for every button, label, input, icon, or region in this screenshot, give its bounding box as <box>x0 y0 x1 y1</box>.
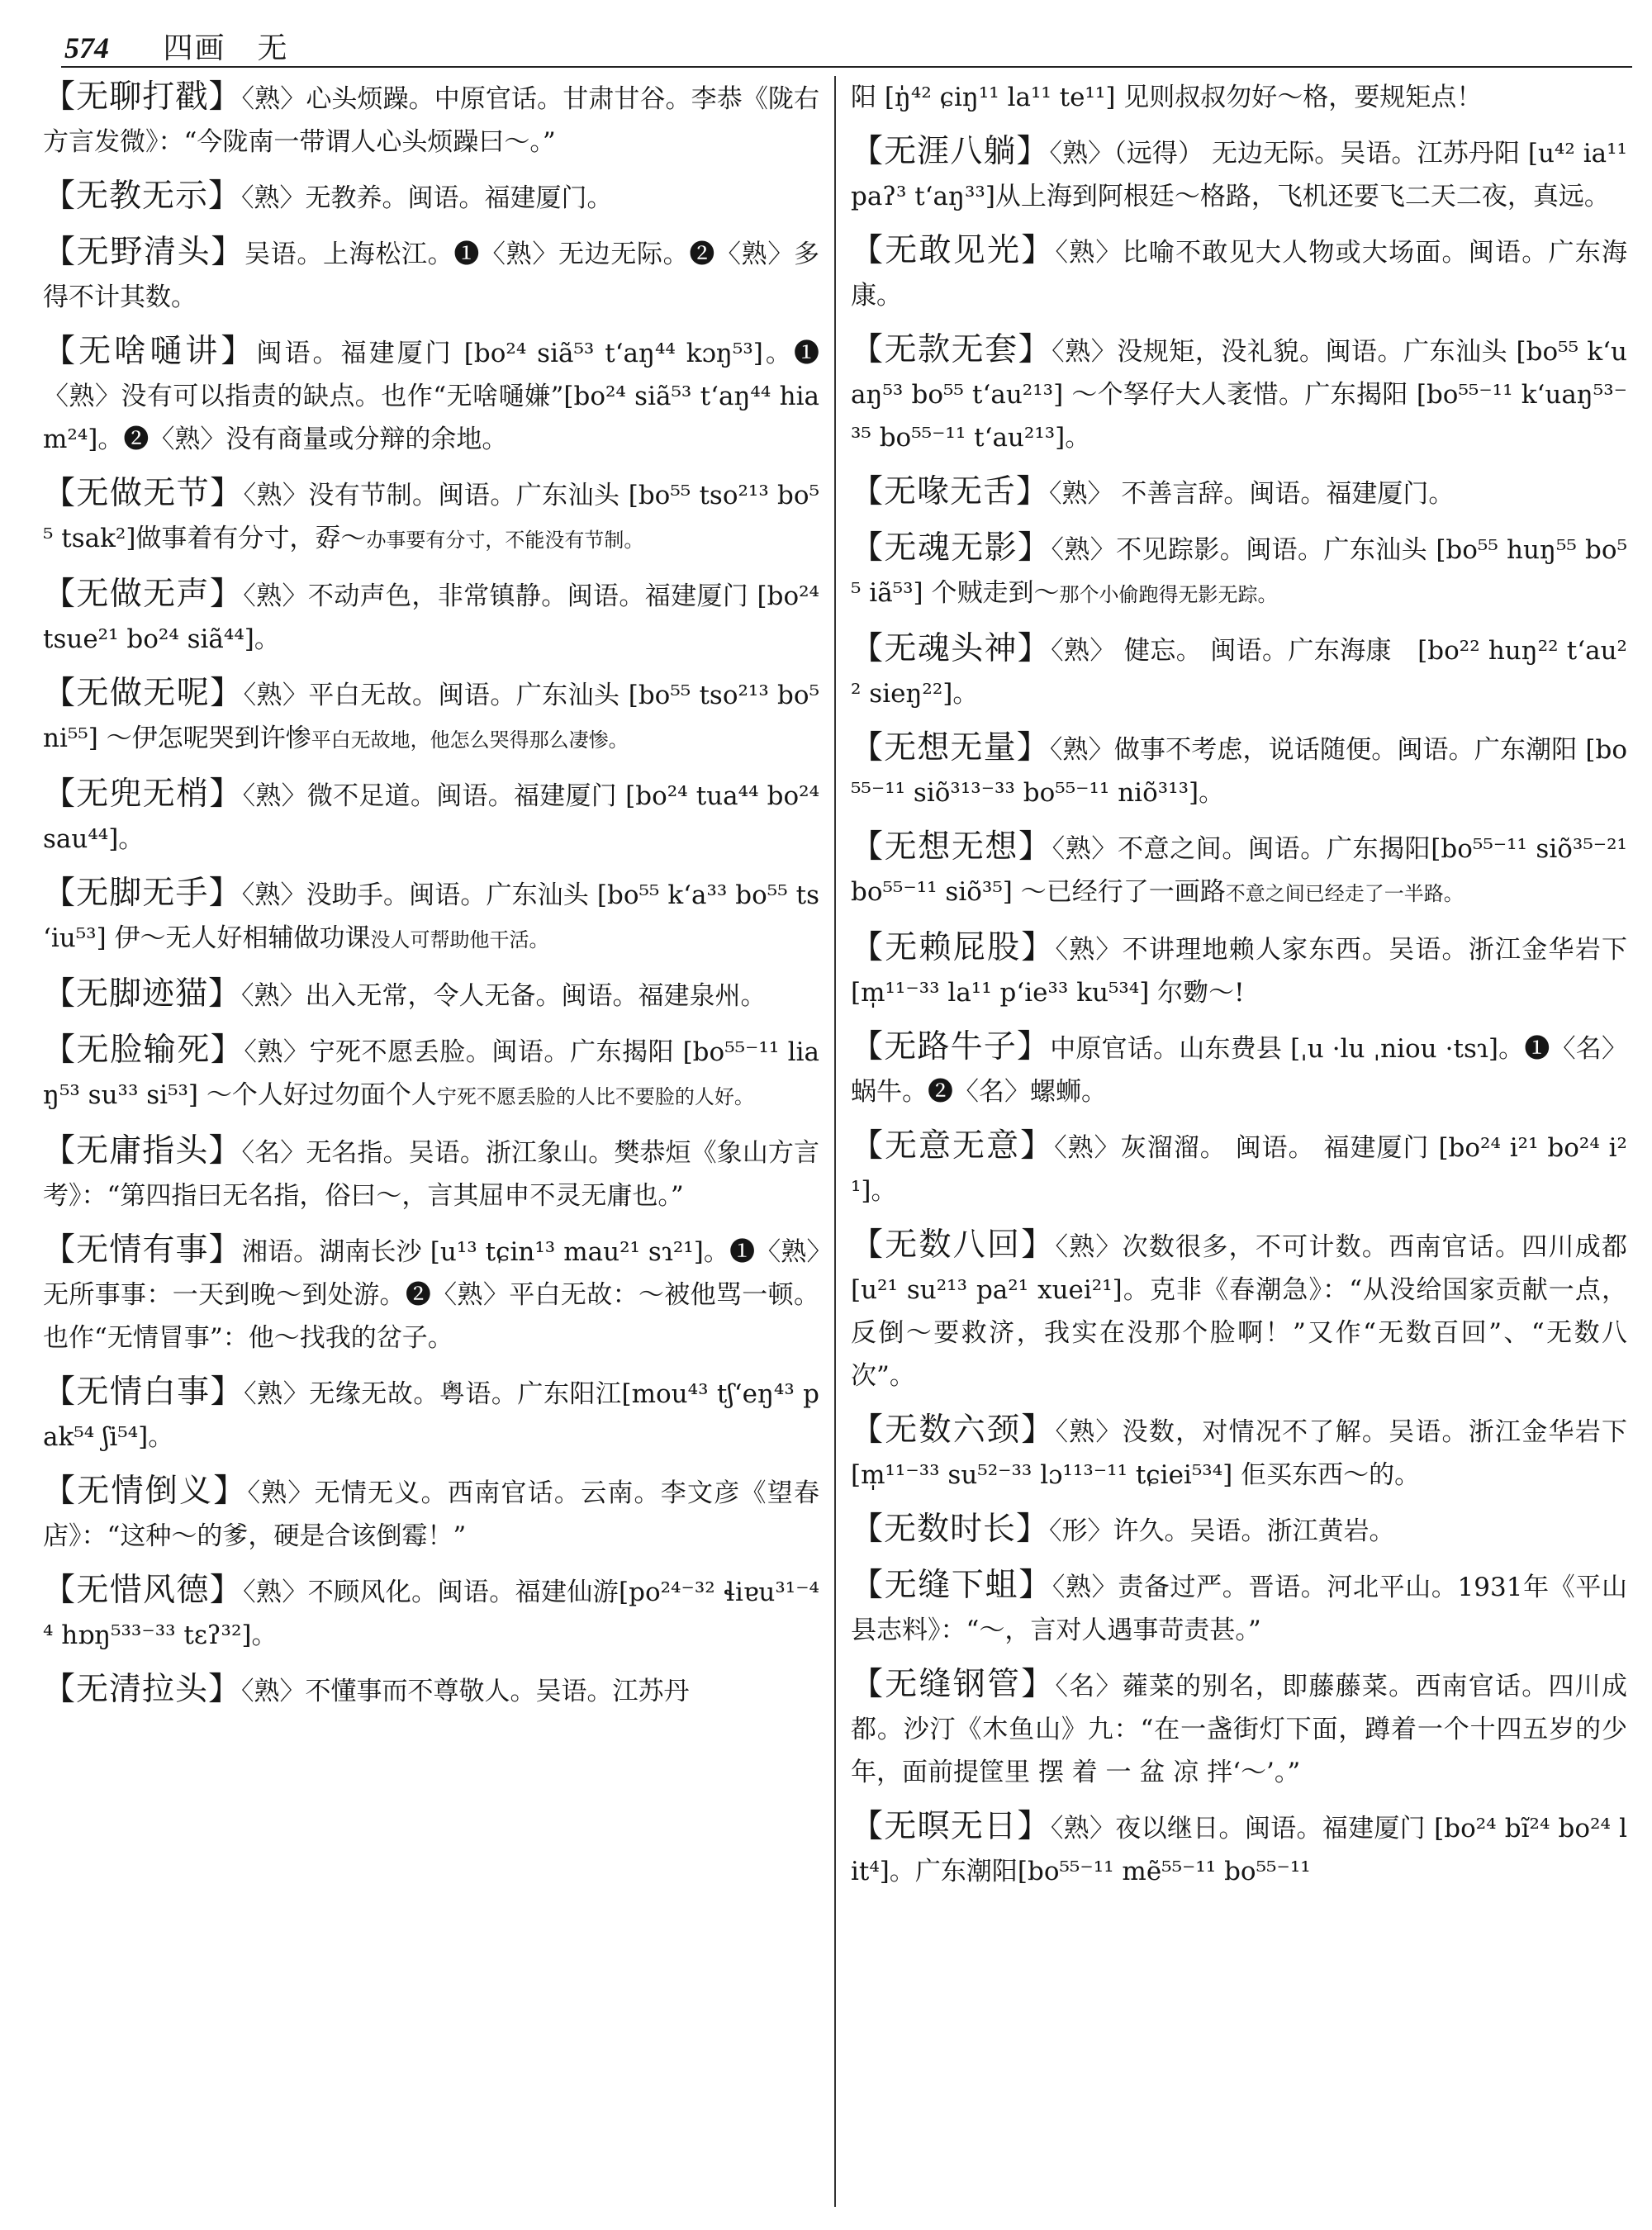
entry-gloss: 〈熟〉没规矩，没礼貌。闽语。广东汕头 [bo⁵⁵ kʻuaŋ⁵³ bo⁵⁵ tʻau²¹³] ～个孥仔大人袤惜。广东揭阳 [bo⁵⁵⁻¹¹ kʻuaŋ⁵³⁻³⁵ bo⁵⁵⁻¹¹ tʻau²¹³]。 <box>851 337 1627 453</box>
left-column <box>43 76 819 1725</box>
entry-headword: 【无庸指头】 <box>43 1132 242 1170</box>
entry-headword: 【无路牛子】 <box>851 1028 1051 1065</box>
entry-gloss: 〈熟〉 不善言辞。闽语。福建厦门。 <box>1049 479 1455 509</box>
entry-gloss: 〈熟〉没助手。闽语。广东汕头 [bo⁵⁵ kʻa³³ bo⁵⁵ tsʻiu⁵³] 伊～无人好相辅做功课 <box>43 880 819 953</box>
entry-gloss: 〈熟〉不懂事而不尊敬人。吴语。江苏丹 <box>241 1677 690 1706</box>
dictionary-entry <box>851 927 1627 1014</box>
entry-headword: 【无脸输死】 <box>43 1032 244 1069</box>
entry-headword: 【无清拉头】 <box>43 1671 242 1708</box>
entry-example-translation: 不意之间已经走了一半路。 <box>1225 882 1464 905</box>
entry-headword: 【无魂无影】 <box>851 529 1051 567</box>
right-column <box>851 76 1627 1905</box>
dictionary-entry <box>43 1130 819 1217</box>
dictionary-entry <box>851 230 1627 317</box>
dictionary-entry <box>851 628 1627 715</box>
dictionary-entry <box>851 329 1627 459</box>
entry-gloss: 〈名〉无名指。吴语。浙江象山。樊恭烜《象山方言考》：“第四指曰无名指，俗曰～，言其屈申不灵无庸也。” <box>43 1138 819 1211</box>
entry-example-translation: 办事要有分寸，不能没有节制。 <box>366 529 644 552</box>
dictionary-entry <box>851 826 1627 915</box>
dictionary-entry <box>851 527 1627 616</box>
entry-gloss: 〈熟〉（远得） 无边无际。吴语。江苏丹阳 [u⁴² ia¹¹ paʔ³ tʻaŋ³³]从上海到阿根廷～格路，飞机还要飞二天二夜，真远。 <box>851 139 1627 211</box>
entry-headword: 【无做无呢】 <box>43 675 244 712</box>
entry-gloss: 吴语。上海松江。❶〈熟〉无边无际。❷〈熟〉多得不计其数。 <box>43 240 819 312</box>
entry-headword: 【无情倒义】 <box>43 1473 248 1510</box>
entry-gloss: 〈熟〉不动声色，非常镇静。闽语。福建厦门 [bo²⁴ tsue²¹ bo²⁴ siã⁴⁴]。 <box>43 581 819 654</box>
entry-headword: 【无脚无手】 <box>43 875 242 912</box>
entry-gloss: 〈熟〉不意之间。闽语。广东揭阳[bo⁵⁵⁻¹¹ siõ³⁵⁻²¹ bo⁵⁵⁻¹¹ siõ³⁵] ～已经行了一画路 <box>851 834 1627 907</box>
entry-gloss: 〈熟〉无情无义。西南官话。云南。李文彦《望春店》：“这种～的爹，硬是合该倒霉！” <box>43 1478 819 1551</box>
entry-gloss: 〈熟〉不讲理地赖人家东西。吴语。浙江金华岩下 [m̩¹¹⁻³³ la¹¹ pʻie³³ ku⁵³⁴] 尔覅～! <box>851 935 1627 1008</box>
dictionary-entry <box>43 76 819 164</box>
entry-gloss: 〈熟〉无教养。闽语。福建厦门。 <box>241 183 613 213</box>
entry-gloss: 〈形〉许久。吴语。浙江黄岩。 <box>1049 1516 1395 1546</box>
entry-headword: 【无赖屁股】 <box>851 929 1056 966</box>
dictionary-entry <box>43 872 819 961</box>
dictionary-entry <box>851 1805 1627 1893</box>
entry-headword: 【无情白事】 <box>43 1374 244 1411</box>
dictionary-entry <box>851 1663 1627 1794</box>
entry-gloss: 〈名〉蕹菜的别名，即藤藤菜。西南官话。四川成都。沙汀《木鱼山》九：“在一盏街灯下面，蹲着一个十四五岁的少年，面前提筐里 摆 着 一 盆 凉 拌‘～’。” <box>851 1672 1627 1787</box>
entry-headword: 【无做无声】 <box>43 576 244 613</box>
entry-headword: 【无喙无舌】 <box>851 473 1050 510</box>
entry-gloss: 〈熟〉不顾风化。闽语。福建仙游[po²⁴⁻³² ɬiɐu³¹⁻⁴⁴ hɒŋ⁵³³⁻³³ tɛʔ³²]。 <box>43 1578 819 1650</box>
page-number: 574 <box>64 31 109 64</box>
entry-gloss: 〈熟〉比喻不敢见大人物或大场面。闽语。广东海康。 <box>851 238 1627 311</box>
entry-gloss: 闽语。福建厦门 [bo²⁴ siã⁵³ tʻaŋ⁴⁴ kɔŋ⁵³]。❶〈熟〉没有可以指责的缺点。也作“无啥嗵嫌”[bo²⁴ siã⁵³ tʻaŋ⁴⁴ hiam²⁴]。❷〈熟〉没有商量或分辩的余地。 <box>43 339 819 454</box>
dictionary-entry <box>43 1229 819 1359</box>
entry-headword: 【无数六颈】 <box>851 1412 1056 1449</box>
entry-example-translation: 平白无故地，他怎么哭得那么凄惨。 <box>311 728 629 752</box>
entry-gloss: 〈熟〉不见踪影。闽语。广东汕头 [bo⁵⁵ huŋ⁵⁵ bo⁵⁵ iã⁵³] 个贼走到～ <box>851 535 1627 608</box>
dictionary-entry <box>43 175 819 220</box>
entry-headword: 【无款无套】 <box>851 331 1052 368</box>
dictionary-entry <box>851 1508 1627 1553</box>
entry-headword: 【无教无示】 <box>43 178 242 215</box>
entry-gloss: 阳 [ŋ̍⁴² ɕiŋ¹¹ la¹¹ te¹¹] 见则叔叔勿好～格，要规矩点！ <box>851 83 1483 112</box>
entry-example-translation: 宁死不愿丢脸的人比不要脸的人好。 <box>436 1085 754 1108</box>
section-title: 四画 无 <box>163 31 289 65</box>
entry-gloss: 〈熟〉夜以继日。闽语。福建厦门 [bo²⁴ bĩ²⁴ bo²⁴ lit⁴]。广东潮阳[bo⁵⁵⁻¹¹ mẽ⁵⁵⁻¹¹ bo⁵⁵⁻¹¹ <box>851 1814 1627 1886</box>
dictionary-entry <box>43 1371 819 1459</box>
entry-headword: 【无想无量】 <box>851 729 1050 766</box>
entry-gloss: 〈熟〉责备过严。晋语。河北平山。1931年《平山县志料》：“～，言对人遇事苛责甚。” <box>851 1573 1627 1645</box>
dictionary-entry <box>851 1564 1627 1652</box>
entry-example-translation: 那个小偷跑得无影无踪。 <box>1059 583 1278 606</box>
entry-gloss: 〈熟〉做事不考虑，说话随便。闽语。广东潮阳 [bo⁵⁵⁻¹¹ siõ³¹³⁻³³ bo⁵⁵⁻¹¹ niõ³¹³]。 <box>851 735 1627 808</box>
dictionary-entry <box>43 672 819 762</box>
entry-gloss: 〈熟〉宁死不愿丢脸。闽语。广东揭阳 [bo⁵⁵⁻¹¹ liaŋ⁵³ su³³ si⁵³] ～个人好过勿面个人 <box>43 1037 819 1110</box>
entry-gloss: 〈熟〉没数，对情况不了解。吴语。浙江金华岩下 [m̩¹¹⁻³³ su⁵²⁻³³ lɔ¹¹³⁻¹¹ tɕiei⁵³⁴] 佢买东西～的。 <box>851 1417 1627 1490</box>
entry-headword: 【无情有事】 <box>43 1231 242 1269</box>
entry-example-translation: 没人可帮助他干活。 <box>370 928 549 951</box>
dictionary-entry <box>43 773 819 861</box>
dictionary-entry <box>851 76 1627 119</box>
entry-headword: 【无做无节】 <box>43 475 244 512</box>
dictionary-entry <box>43 231 819 319</box>
dictionary-entry <box>43 1470 819 1558</box>
dictionary-entry <box>43 573 819 661</box>
entry-headword: 【无啥嗵讲】 <box>43 333 257 370</box>
entry-gloss: 〈熟〉 健忘。 闽语。广东海康 [bo²² huŋ²² tʻau²² sieŋ²²]。 <box>851 636 1627 709</box>
entry-headword: 【无缝下蛆】 <box>851 1567 1052 1604</box>
entry-headword: 【无暝无日】 <box>851 1808 1051 1845</box>
entry-gloss: 〈熟〉微不足道。闽语。福建厦门 [bo²⁴ tua⁴⁴ bo²⁴ sau⁴⁴]。 <box>43 781 819 854</box>
entry-headword: 【无兜无梢】 <box>43 776 243 813</box>
entry-gloss: 中原官话。山东费县 [ˌu ·lu ˌniou ·tsɿ]。❶〈名〉蜗牛。❷〈名〉螺蛳。 <box>851 1034 1627 1107</box>
dictionary-entry <box>851 727 1627 814</box>
entry-gloss: 〈熟〉没有节制。闽语。广东汕头 [bo⁵⁵ tso²¹³ bo⁵⁵ tsak²]做事着有分寸，孬～ <box>43 481 819 553</box>
entry-gloss: 〈熟〉心头烦躁。中原官话。甘肃甘谷。李恭《陇右方言发微》：“今陇南一带谓人心头烦躁曰～。” <box>43 84 819 157</box>
entry-headword: 【无涯八躺】 <box>851 133 1050 170</box>
entry-headword: 【无野清头】 <box>43 234 244 271</box>
entry-headword: 【无惜风德】 <box>43 1572 244 1609</box>
dictionary-entry <box>851 1409 1627 1497</box>
column-divider <box>834 76 836 2207</box>
entry-gloss: 〈熟〉无缘无故。粤语。广东阳江[mou⁴³ tʃʻeŋ⁴³ pak⁵⁴ ʃi⁵⁴]。 <box>43 1379 819 1452</box>
entry-headword: 【无敢见光】 <box>851 232 1056 269</box>
entry-headword: 【无意无意】 <box>851 1127 1055 1165</box>
dictionary-entry <box>43 1668 819 1713</box>
dictionary-entry <box>851 130 1627 218</box>
page-header <box>64 25 1634 64</box>
entry-headword: 【无聊打戳】 <box>43 78 242 116</box>
dictionary-entry <box>43 1029 819 1118</box>
dictionary-entry <box>43 330 819 461</box>
entry-gloss: 〈熟〉平白无故。闽语。广东汕头 [bo⁵⁵ tso²¹³ bo⁵ ni⁵⁵] ～伊怎呢哭到许惨 <box>43 681 819 753</box>
entry-gloss: 〈熟〉次数很多，不可计数。西南官话。四川成都 [u²¹ su²¹³ pa²¹ xuei²¹]。克非《春潮急》：“从没给国家贡献一点，反倒～要救济，我实在没那个脸啊！”又作“无数百回”、“无数八次”。 <box>851 1232 1627 1391</box>
entry-gloss: 〈熟〉灰溜溜。 闽语。 福建厦门 [bo²⁴ i²¹ bo²⁴ i²¹]。 <box>851 1133 1627 1206</box>
header-rule <box>61 66 1632 68</box>
entry-headword: 【无想无想】 <box>851 828 1052 866</box>
dictionary-entry <box>43 472 819 562</box>
entry-headword: 【无缝钢管】 <box>851 1666 1056 1703</box>
dictionary-entry <box>851 1026 1627 1113</box>
dictionary-entry <box>851 1125 1627 1212</box>
entry-gloss: 湘语。湖南长沙 [u¹³ tɕin¹³ mau²¹ sɿ²¹]。❶〈熟〉无所事事：一天到晚～到处游。❷〈熟〉平白无故：～被他骂一顿。也作“无情冒事”：他～找我的岔子。 <box>43 1237 819 1353</box>
dictionary-entry <box>43 973 819 1018</box>
dictionary-entry <box>851 471 1627 515</box>
entry-headword: 【无数八回】 <box>851 1226 1056 1264</box>
entry-headword: 【无魂头神】 <box>851 630 1051 667</box>
dictionary-entry <box>851 1224 1627 1397</box>
entry-headword: 【无脚迹猫】 <box>43 975 242 1013</box>
dictionary-entry <box>43 1569 819 1657</box>
entry-headword: 【无数时长】 <box>851 1511 1050 1548</box>
entry-gloss: 〈熟〉出入无常，令人无备。闽语。福建泉州。 <box>241 981 767 1011</box>
